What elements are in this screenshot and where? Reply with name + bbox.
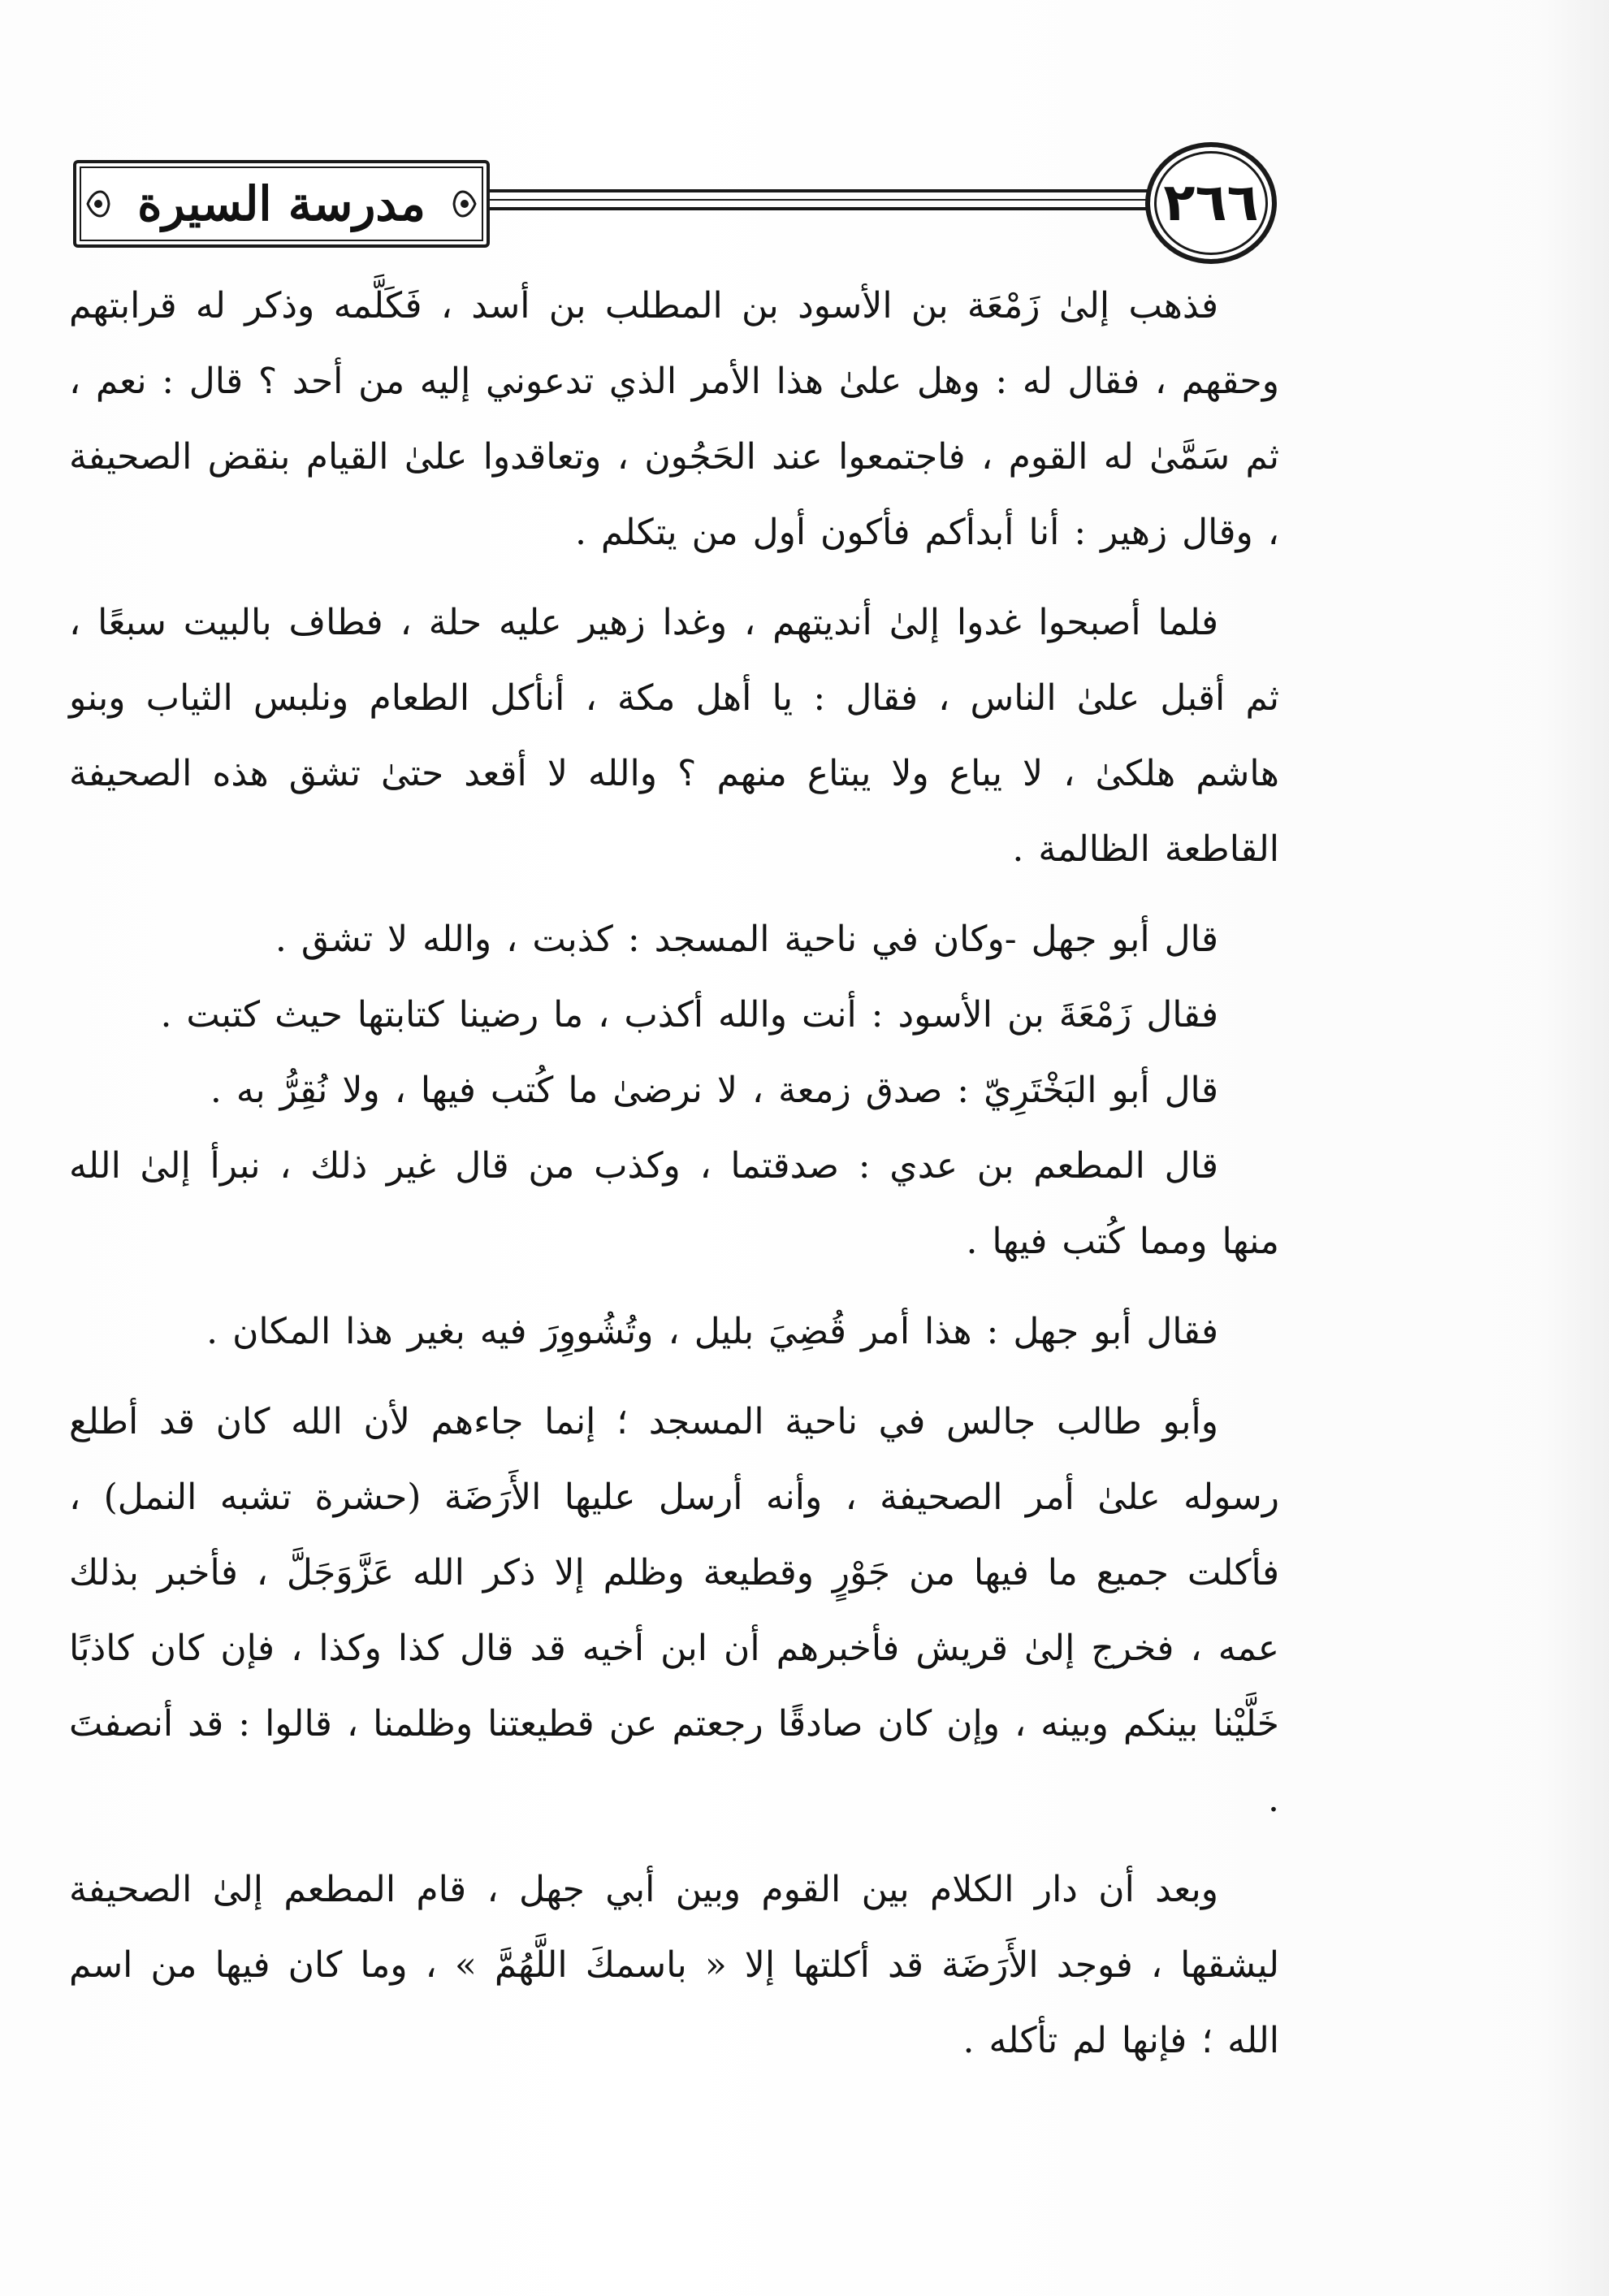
book-title: مدرسة السيرة — [137, 176, 426, 231]
paragraph: قال المطعم بن عدي : صدقتما ، وكذب من قال غير ذلك ، نبرأ إلىٰ الله منها ومما كُتب فيها . — [69, 1145, 1279, 1262]
paragraph: قال أبو البَخْتَرِيّ : صدق زمعة ، لا نرضىٰ ما كُتب فيها ، ولا نُقِرُّ به . — [210, 1070, 1218, 1111]
book-title-plaque — [73, 160, 490, 248]
paragraph: وأبو طالب جالس في ناحية المسجد ؛ إنما جاءهم لأن الله كان قد أطلع رسوله علىٰ أمر الصحيفة ، وأنه أرسل عليها الأَرَضَة (حشرة تشبه النمل) ، فأكلت جميع ما فيها من جَوْرٍ وقطيعة وظلم إلا ذكر الله عَزَّوَجَلَّ ، فأخبر بذلك عمه ، فخرج إلىٰ قريش فأخبرهم أن ابن أخيه قد قال كذا وكذا ، فإن كان كاذبًا خَلَّيْنا بينكم وبينه ، وإن كان صادقًا رجعتم عن قطيعتنا وظلمنا ، قالوا : قد أنصفتَ . — [69, 1401, 1280, 1820]
paragraph: قال أبو جهل -وكان في ناحية المسجد : كذبت ، والله لا تشق . — [275, 919, 1218, 960]
paragraph: فقال أبو جهل : هذا أمر قُضِيَ بليل ، وتُشُووِرَ فيه بغير هذا المكان . — [206, 1311, 1218, 1352]
paragraph: فذهب إلىٰ زَمْعَة بن الأسود بن المطلب بن أسد ، فَكَلَّمه وذكر له قرابتهم وحقهم ، فقال له : وهل علىٰ هذا الأمر الذي تدعوني إليه من أحد ؟ قال : نعم ، ثم سَمَّىٰ له القوم ، فاجتمعوا عند الحَجُون ، وتعاقدوا علىٰ القيام بنقض الصحيفة ، وقال زهير : أنا أبدأكم فأكون أول من يتكلم . — [69, 285, 1279, 553]
page-number: ٢٦٦ — [1163, 173, 1259, 233]
page-body — [69, 268, 1279, 2093]
paragraph: فقال زَمْعَةَ بن الأسود : أنت والله أكذب ، ما رضينا كتابتها حيث كتبت . — [160, 994, 1218, 1036]
page-edge-shadow — [1536, 0, 1609, 2296]
paragraph: فلما أصبحوا غدوا إلىٰ أنديتهم ، وغدا زهير عليه حلة ، فطاف بالبيت سبعًا ، ثم أقبل علىٰ الناس ، فقال : يا أهل مكة ، أنأكل الطعام ونلبس الثياب وبنو هاشم هلكىٰ ، لا يباع ولا يبتاع منهم ؟ والله لا أقعد حتىٰ تشق هذه الصحيفة القاطعة الظالمة . — [69, 602, 1279, 870]
page-number-badge — [1145, 142, 1277, 264]
floral-ornament-icon — [449, 179, 480, 228]
page-header — [73, 142, 1271, 264]
paragraph: وبعد أن دار الكلام بين القوم وبين أبي جهل ، قام المطعم إلىٰ الصحيفة ليشقها ، فوجد الأَرَضَة قد أكلتها إلا « باسمكَ اللَّهُمَّ » ، وما كان فيها من اسم الله ؛ فإنها لم تأكله . — [69, 1869, 1279, 2061]
floral-ornament-icon — [83, 179, 114, 228]
